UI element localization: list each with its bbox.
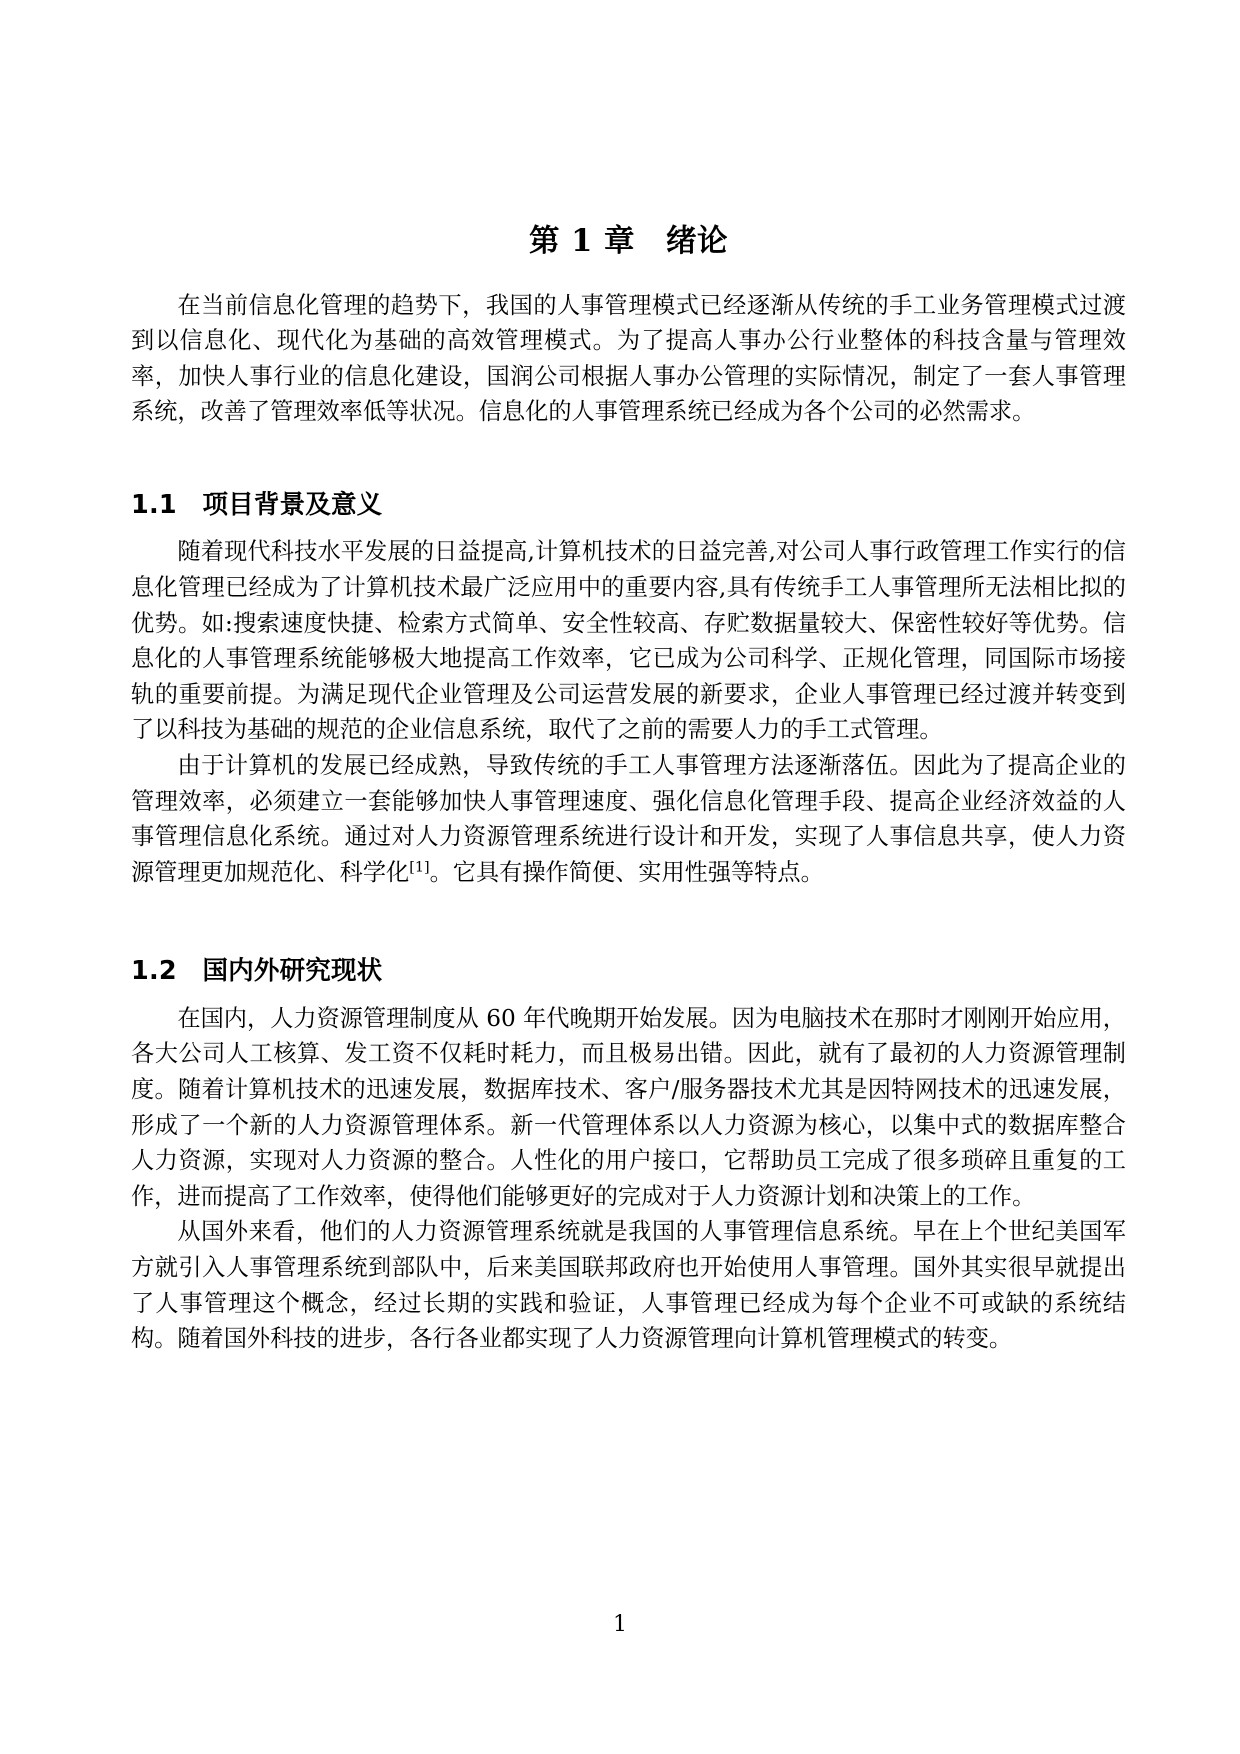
intro-paragraph: 在当前信息化管理的趋势下，我国的人事管理模式已经逐渐从传统的手工业务管理模式过渡到以信息化、现代化为基础的高效管理模式。为了提高人事办公行业整体的科技含量与管理效率，加快人事行业的信息化建设，国润公司根据人事办公管理的实际情况，制定了一套人事管理系统，改善了管理效率低等状况。信息化的人事管理系统已经成为各个公司的必然需求。 bbox=[131, 291, 1126, 426]
page-content-column bbox=[131, 0, 1126, 1357]
page-number: 1 bbox=[613, 1612, 627, 1637]
section-1-2-paragraph-2: 从国外来看，他们的人力资源管理系统就是我国的人事管理信息系统。早在上个世纪美国军方就引入人事管理系统到部队中，后来美国联邦政府也开始使用人事管理。国外其实很早就提出了人事管理这个概念，经过长期的实践和验证，人事管理已经成为每个企业不可或缺的系统结构。随着国外科技的进步，各行各业都实现了人力资源管理向计算机管理模式的转变。 bbox=[131, 1218, 1126, 1353]
section-1-1-paragraph-1: 随着现代科技水平发展的日益提高,计算机技术的日益完善,对公司人事行政管理工作实行的信息化管理已经成为了计算机技术最广泛应用中的重要内容,具有传统手工人事管理所无法相比拟的优势。如:搜索速度快捷、检索方式简单、安全性较高、存贮数据量较大、保密性较好等优势。信息化的人事管理系统能够极大地提高工作效率，它已成为公司科学、正规化管理，同国际市场接轨的重要前提。为满足现代企业管理及公司运营发展的新要求，企业人事管理已经过渡并转变到了以科技为基础的规范的企业信息系统，取代了之前的需要人力的手工式管理。 bbox=[131, 538, 1126, 744]
chapter-title: 第 1 章 绪论 bbox=[529, 223, 728, 259]
section-heading-1-2: 1.2 国内外研究现状 bbox=[131, 956, 383, 987]
citation-marker: [1] bbox=[409, 859, 430, 876]
spacer-heading-1-2 bbox=[131, 989, 1126, 1001]
spacer-heading-1-1 bbox=[131, 522, 1126, 534]
section-heading-1-1: 1.1 项目背景及意义 bbox=[131, 490, 383, 521]
spacer-title-body bbox=[131, 262, 1126, 288]
section-1-2-paragraph-1: 在国内，人力资源管理制度从 60 年代晚期开始发展。因为电脑技术在那时才刚刚开始应用，各大公司人工核算、发工资不仅耗时耗力，而且极易出错。因此，就有了最初的人力资源管理制度。随着计算机技术的迅速发展，数据库技术、客户/服务器技术尤其是因特网技术的迅速发展，形成了一个新的人力资源管理体系。新一代管理体系以人力资源为核心，以集中式的数据库整合人力资源，实现对人力资源的整合。人性化的用户接口，它帮助员工完成了很多琐碎且重复的工作，进而提高了工作效率，使得他们能够更好的完成对于人力资源计划和决策上的工作。 bbox=[131, 1004, 1126, 1210]
paragraph-text-tail: 。它具有操作简便、实用性强等特点。 bbox=[429, 858, 824, 886]
section-1-1-paragraph-2 bbox=[131, 748, 1126, 890]
paragraph-text-main: 由于计算机的发展已经成熟，导致传统的手工人事管理方法逐渐落伍。因此为了提高企业的管理效率，必须建立一套能够加快人事管理速度、强化信息化管理手段、提高企业经济效益的人事管理信息化系统。通过对人力资源管理系统进行设计和开发，实现了人事信息共享，使人力资源管理更加规范化、科学化 bbox=[131, 752, 1126, 886]
